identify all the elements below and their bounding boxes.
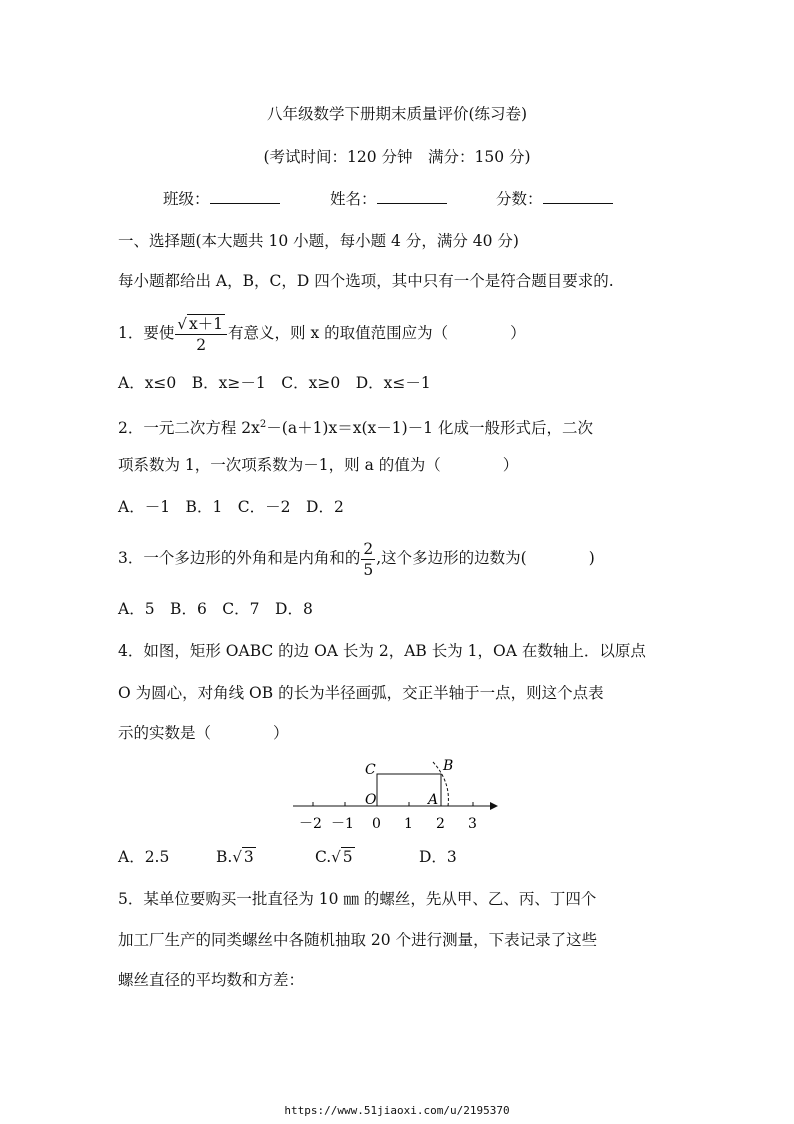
label-a: A	[428, 792, 439, 808]
number-line-figure	[285, 752, 505, 836]
footer-url[interactable]: https://www.51jiaoxi.com/u/2195370	[284, 1104, 510, 1117]
q2-text-b: －(a＋1)x＝x(x－1)－1 化成一般形式后，二次	[266, 419, 593, 438]
q2-exponent: 2	[259, 419, 267, 430]
q4-option-c-prefix: C.	[315, 848, 332, 866]
q4-option-a: A．2.5	[118, 848, 170, 866]
question-4-line-1: 4．如图，矩形 OABC 的边 OA 长为 2，AB 长为 1，OA 在数轴上．以原点	[118, 642, 646, 660]
q1-radicand: x＋1	[188, 314, 224, 333]
q4-option-b-prefix: B.	[216, 848, 233, 866]
name-blank	[377, 189, 447, 204]
question-5-line-1: 5．某单位要购买一批直径为 10 ㎜ 的螺丝，先从甲、乙、丙、丁四个	[118, 890, 597, 908]
q3-suffix: ,这个多边形的边数为( )	[376, 549, 595, 567]
tick-label-0: 0	[372, 816, 381, 832]
class-label: 班级：	[163, 190, 210, 208]
radical-sign: √	[232, 848, 242, 866]
label-o: O	[365, 792, 377, 808]
q4-option-b	[216, 847, 256, 867]
tick-label-2: 2	[436, 816, 445, 832]
section-heading: 一、选择题(本大题共 10 小题，每小题 4 分，满分 40 分)	[118, 232, 519, 250]
q3-prefix: 3．一个多边形的外角和是内角和的	[118, 549, 361, 567]
class-blank	[210, 189, 280, 204]
q4-option-c	[315, 847, 355, 867]
q3-fraction	[361, 539, 375, 580]
score-field	[496, 189, 613, 209]
question-1	[118, 311, 526, 355]
radical-sign: √	[331, 848, 341, 866]
q1-denominator: 2	[196, 335, 207, 354]
q2-options: A．－1 B．1 C．－2 D．2	[118, 498, 344, 516]
exam-info: (考试时间：120 分钟 满分：150 分)	[263, 148, 531, 166]
q3-denominator: 5	[363, 560, 374, 579]
radical-sign: √	[177, 314, 187, 333]
q3-options: A．5 B．6 C．7 D．8	[118, 600, 313, 618]
tick-label-3: 3	[468, 816, 477, 832]
page-title: 八年级数学下册期末质量评价(练习卷)	[266, 105, 528, 123]
section-instruction: 每小题都给出 A，B，C，D 四个选项，其中只有一个是符合题目要求的.	[118, 272, 614, 290]
score-blank	[543, 189, 613, 204]
axis-arrow-icon	[490, 802, 498, 810]
tick-label-1: 1	[404, 816, 413, 832]
label-b: B	[443, 758, 454, 774]
class-field	[163, 189, 280, 209]
q2-text-a: 2．一元二次方程 2x	[118, 419, 260, 438]
name-field	[330, 189, 447, 209]
q1-suffix: 有意义，则 x 的取值范围应为（ ）	[228, 324, 526, 342]
q3-numerator: 2	[363, 539, 374, 558]
q4-option-d: D．3	[419, 848, 457, 866]
question-2-line-1	[118, 415, 593, 438]
question-2-line-2: 项系数为 1，一次项系数为－1，则 a 的值为（ ）	[118, 456, 519, 474]
q4-option-b-radicand: 3	[243, 848, 254, 866]
tick-label-neg2: －2	[299, 816, 322, 832]
question-3	[118, 536, 595, 580]
q1-options: A．x≤0 B．x≥－1 C．x≥0 D．x≤－1	[118, 374, 431, 392]
q1-prefix: 1．要使	[118, 324, 175, 342]
question-5-line-3: 螺丝直径的平均数和方差：	[118, 971, 305, 989]
q1-fraction	[175, 314, 227, 355]
score-label: 分数：	[496, 190, 543, 208]
question-5-line-2: 加工厂生产的同类螺丝中各随机抽取 20 个进行测量，下表记录了这些	[118, 931, 598, 949]
question-4-line-3: 示的实数是（ ）	[118, 724, 289, 742]
tick-label-neg1: －1	[331, 816, 354, 832]
question-4-line-2: O 为圆心，对角线 OB 的长为半径画弧，交正半轴于一点，则这个点表	[118, 684, 604, 702]
name-label: 姓名：	[330, 190, 377, 208]
label-c: C	[365, 762, 376, 778]
q4-option-c-radicand: 5	[342, 848, 353, 866]
